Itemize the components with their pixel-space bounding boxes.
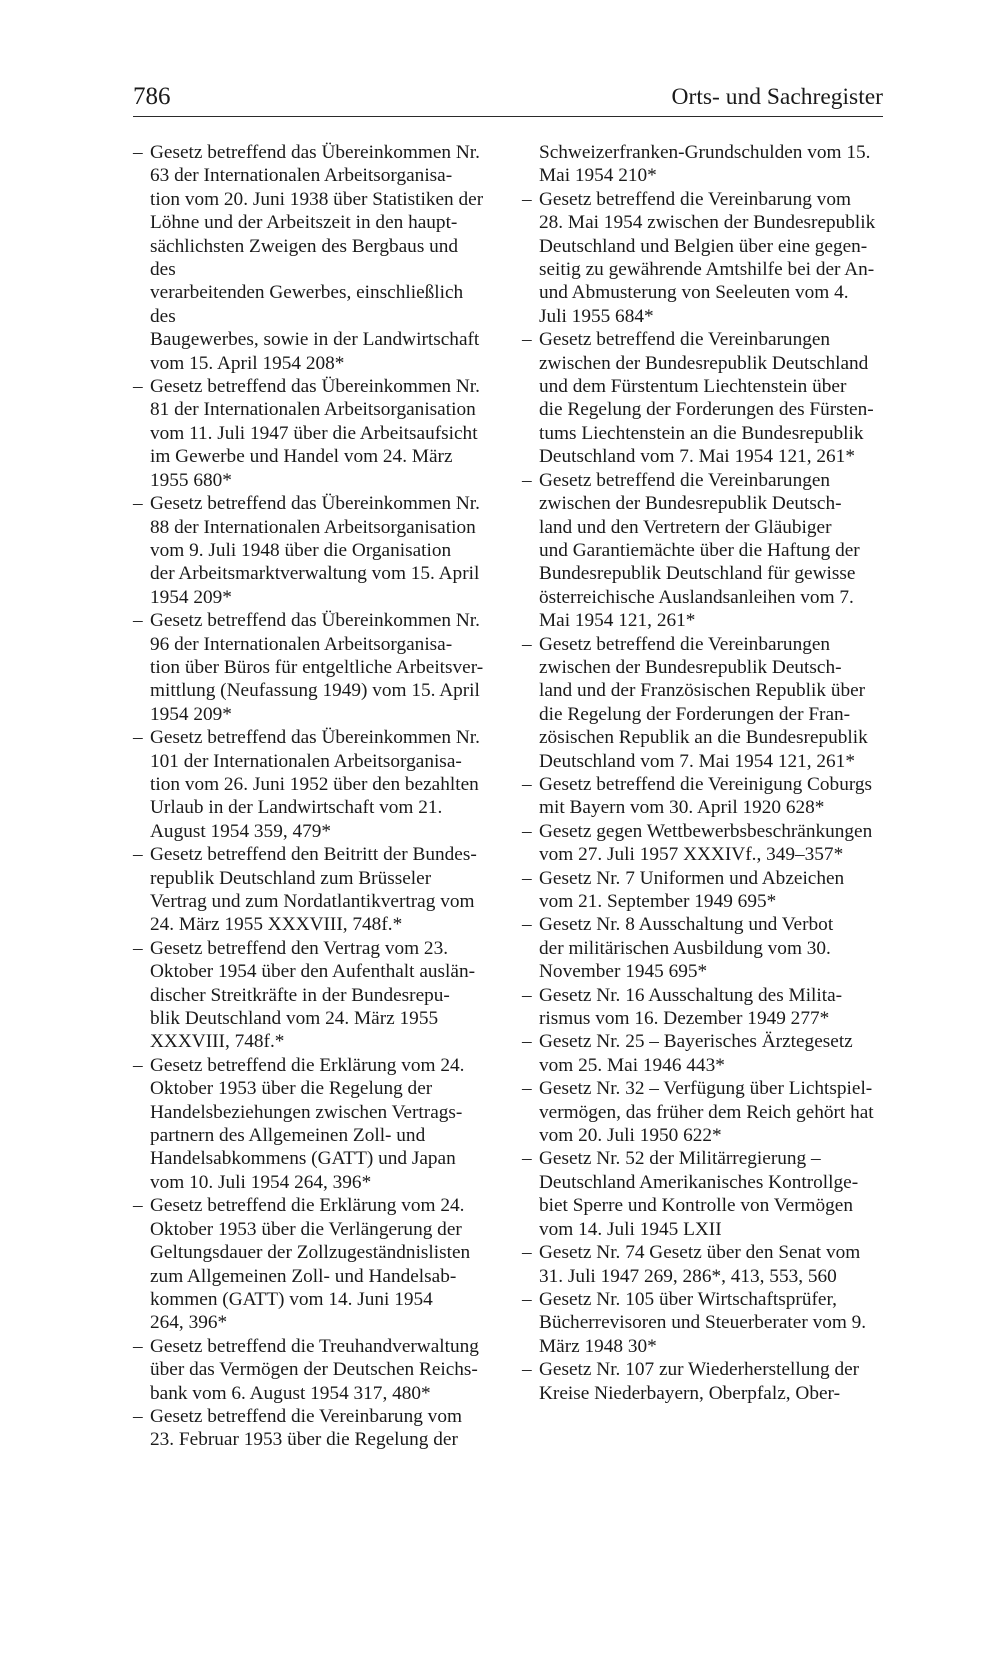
entry-text: Gesetz betreffend das Übereinkommen Nr. 101 der Internationalen Arbeitsorganisa- tion vom 26. Juni 1952 über den bezahlten Urlaub in der Landwirtschaft vom 21. August 1954 359, 479* [150, 727, 480, 842]
index-entry [522, 1358, 877, 1405]
entry-text: Gesetz betreffend die Vereinbarung vom 28. Mai 1954 zwischen der Bundesrepublik Deutschland und Belgien über eine gegen- seitig zu gewährende Amtshilfe bei der An- und Abmusterung von Seeleuten vom 4. Juli 1955 684* [539, 188, 876, 327]
entry-text: Gesetz betreffend den Vertrag vom 23. Oktober 1954 über den Aufenthalt auslän- discher Streitkräfte in der Bundesrepu- blik Deutschland vom 24. März 1955 XXXVIII, 748f.* [150, 937, 476, 1053]
index-entry [522, 188, 877, 328]
page-number: 786 [133, 83, 171, 110]
entry-text: Gesetz Nr. 8 Ausschaltung und Verbot der militärischen Ausbildung vom 30. November 1945 695* [539, 914, 834, 983]
index-entry [133, 1335, 488, 1405]
index-entry [522, 1147, 877, 1241]
entry-text: Gesetz betreffend die Vereinbarungen zwischen der Bundesrepublik Deutsch- land und den Vertretern der Gläubiger und Garantiemächte über die Haftung der Bundesrepublik Deutschland für gewisse österreichische Auslandsanleihen vom 7. Mai 1954 121, 261* [539, 469, 860, 632]
entry-text: Gesetz Nr. 105 über Wirtschaftsprüfer, Bücherrevisoren und Steuerberater vom 9. März 1948 30* [539, 1288, 867, 1357]
index-entry [522, 469, 877, 633]
index-entry [522, 328, 877, 468]
entry-dash: – [133, 1405, 143, 1427]
entry-dash: – [522, 1148, 532, 1170]
entry-dash: – [522, 188, 532, 210]
index-entry [522, 913, 877, 983]
entry-dash: – [133, 1195, 143, 1217]
index-entry [133, 726, 488, 843]
entry-dash: – [133, 1054, 143, 1076]
running-head: Orts- und Sachregister [671, 84, 883, 110]
entry-dash: – [133, 937, 143, 959]
entry-text: Gesetz Nr. 74 Gesetz über den Senat vom 31. Juli 1947 269, 286*, 413, 553, 560 [539, 1242, 861, 1287]
entry-text: Gesetz betreffend die Vereinbarungen zwischen der Bundesrepublik Deutsch- land und der Französischen Republik über die Regelung der Forderungen der Fran- zösischen Republik an die Bundesrepublik Deutschland vom 7. Mai 1954 121, 261* [539, 633, 868, 772]
index-entry [522, 633, 877, 773]
index-column-left [133, 141, 488, 1452]
entry-dash: – [522, 329, 532, 351]
entry-dash: – [522, 1359, 532, 1381]
entry-text: Gesetz Nr. 25 – Bayerisches Ärztegesetz vom 25. Mai 1946 443* [539, 1031, 853, 1076]
entry-text: Gesetz Nr. 7 Uniformen und Abzeichen vom 21. September 1949 695* [539, 867, 845, 912]
entry-text: Gesetz betreffend das Übereinkommen Nr. 63 der Internationalen Arbeitsorganisa- tion vom 20. Juni 1938 über Statistiken der Löhne und der Arbeitszeit in den haupt- sächlichsten Zweigen des Bergbaus und des verarbeitenden Gewerbes, einschließlich des Baugewerbes, sowie in der Landwirtschaft vom 15. April 1954 208* [150, 142, 484, 374]
entry-text: Gesetz betreffend das Übereinkommen Nr. 81 der Internationalen Arbeitsorganisation vom 11. Juli 1947 über die Arbeitsaufsicht im Gewerbe und Handel vom 24. März 1955 680* [150, 376, 480, 491]
index-entry [522, 1241, 877, 1288]
index-entry [133, 937, 488, 1054]
entry-text: Gesetz betreffend das Übereinkommen Nr. 88 der Internationalen Arbeitsorganisation vom 9. Juli 1948 über die Organisation der Arbeitsmarktverwaltung vom 15. April 1954 209* [150, 493, 480, 608]
index-entry [522, 1030, 877, 1077]
entry-text: Gesetz betreffend die Erklärung vom 24. Oktober 1953 über die Verlängerung der Geltungsdauer der Zollzugeständnislisten zum Allgemeinen Zoll- und Handelsab- kommen (GATT) vom 14. Juni 1954 264, 396* [150, 1195, 471, 1334]
entry-text: Gesetz gegen Wettbewerbsbeschränkungen vom 27. Juli 1957 XXXIVf., 349–357* [539, 820, 873, 866]
index-column-right [522, 141, 877, 1405]
entry-text: Gesetz Nr. 107 zur Wiederherstellung der Kreise Niederbayern, Oberpfalz, Ober- [539, 1359, 860, 1404]
index-entry [522, 1077, 877, 1147]
entry-text: Gesetz Nr. 16 Ausschaltung des Milita- rismus vom 16. Dezember 1949 277* [539, 984, 843, 1030]
entry-text: Gesetz betreffend die Erklärung vom 24. Oktober 1953 über die Regelung der Handelsbeziehungen zwischen Vertrags- partnern des Allgemeinen Zoll- und Handelsabkommens (GATT) und Japan vom 10. Juli 1954 264, 396* [150, 1054, 465, 1193]
index-entry [133, 1054, 488, 1194]
entry-dash: – [522, 1242, 532, 1264]
entry-dash: – [522, 984, 532, 1006]
entry-dash: – [133, 610, 143, 632]
entry-text: Gesetz betreffend den Beitritt der Bundes- republik Deutschland zum Brüsseler Vertrag und zum Nordatlantikvertrag vom 24. März 1955 XXXVIII, 748f.* [150, 844, 477, 936]
index-entry [133, 141, 488, 375]
entry-dash: – [133, 727, 143, 749]
entry-text: Gesetz Nr. 52 der Militärregierung – Deutschland Amerikanisches Kontrollge- biet Sperre und Kontrolle von Vermögen vom 14. Juli 1945 LXII [539, 1148, 859, 1240]
index-entry [133, 1405, 488, 1452]
page-header [133, 82, 883, 117]
entry-dash: – [522, 1288, 532, 1310]
entry-text: Gesetz betreffend die Vereinigung Coburgs mit Bayern vom 30. April 1920 628* [539, 773, 873, 819]
index-entry [522, 141, 877, 188]
entry-dash: – [522, 633, 532, 655]
index-entry [133, 375, 488, 492]
entry-text: Schweizerfranken-Grundschulden vom 15. Mai 1954 210* [539, 142, 871, 187]
entry-dash: – [133, 376, 143, 398]
entry-text: Gesetz betreffend die Vereinbarung vom 23. Februar 1953 über die Regelung der [150, 1405, 462, 1451]
entry-dash: – [522, 1031, 532, 1053]
entry-dash: – [133, 844, 143, 866]
entry-dash: – [133, 1335, 143, 1357]
entry-dash: – [133, 142, 143, 163]
entry-dash: – [522, 914, 532, 936]
entry-dash: – [522, 773, 532, 795]
index-entry [522, 773, 877, 820]
entry-text: Gesetz betreffend die Vereinbarungen zwischen der Bundesrepublik Deutschland und dem Fürstentum Liechtenstein über die Regelung der Forderungen des Fürsten- tums Liechtenstein an die Bundesrepublik Deutschland vom 7. Mai 1954 121, 261* [539, 329, 874, 468]
entry-dash: – [522, 867, 532, 889]
entry-text: Gesetz betreffend das Übereinkommen Nr. 96 der Internationalen Arbeitsorganisa- tion über Büros für entgeltliche Arbeitsver- mittlung (Neufassung 1949) vom 15. April 1954 209* [150, 610, 484, 725]
entry-dash: – [522, 820, 532, 842]
index-entry [133, 609, 488, 726]
entry-dash: – [133, 493, 143, 515]
entry-text: Gesetz betreffend die Treuhandverwaltung über das Vermögen der Deutschen Reichs- bank vom 6. August 1954 317, 480* [150, 1335, 479, 1404]
index-entry [522, 820, 877, 867]
index-entry [522, 984, 877, 1031]
index-entry [133, 1194, 488, 1334]
index-entry [133, 492, 488, 609]
index-entry [133, 843, 488, 937]
index-entry [522, 867, 877, 914]
entry-dash: – [522, 469, 532, 491]
entry-dash: – [522, 1078, 532, 1100]
entry-text: Gesetz Nr. 32 – Verfügung über Lichtspiel- vermögen, das früher dem Reich gehört hat vom 20. Juli 1950 622* [539, 1078, 874, 1147]
index-entry [522, 1288, 877, 1358]
